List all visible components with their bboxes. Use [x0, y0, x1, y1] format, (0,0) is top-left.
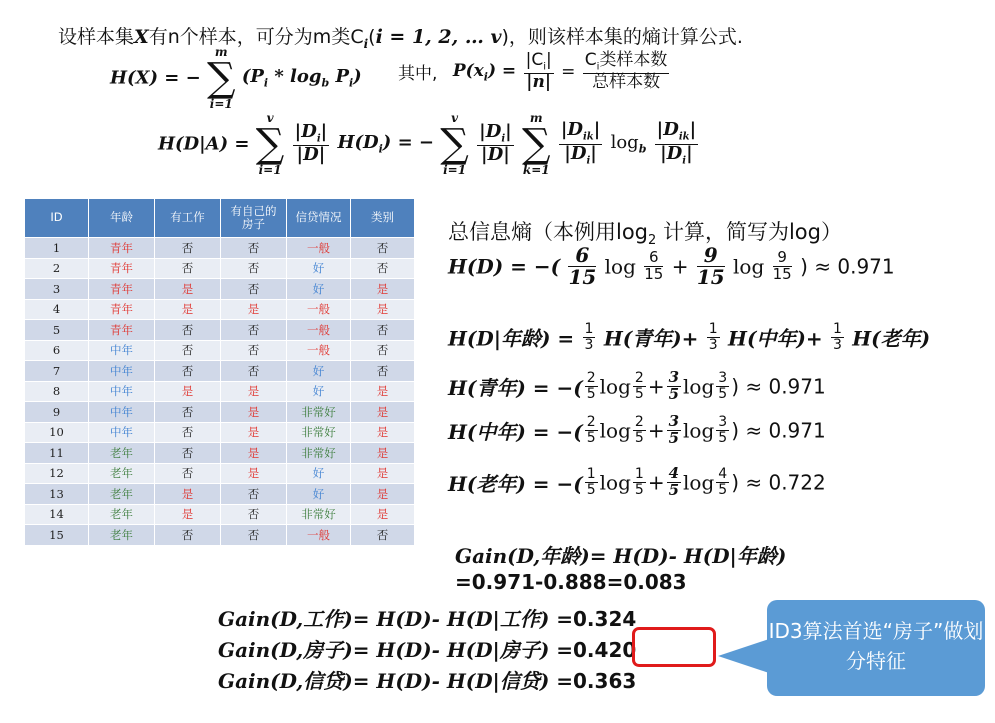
table-row — [25, 381, 415, 402]
table-header-cell: 信贷情况 — [287, 199, 351, 238]
table-row — [25, 279, 415, 300]
table-cell: 1 — [25, 238, 89, 259]
table-cell: 2 — [25, 258, 89, 279]
probability-formula: 其中, $P(x_i)$ = $\frac{|C_i|}{|n|}$ = $\frac{C_i类样本数}{\text{总样本数}}$ — [398, 50, 668, 92]
table-cell: 中年 — [89, 340, 155, 361]
age-group-entropy-line: H(中年) = −( $\frac{2}{5}$ log $\frac{2}{5}$ + $\frac{3}{5}$ log $\frac{3}{5}$ ) ≈ 0.971 — [448, 412, 826, 447]
table-cell: 是 — [155, 504, 221, 525]
table-row — [25, 258, 415, 279]
table-cell: 是 — [221, 463, 287, 484]
table-cell: 9 — [25, 402, 89, 423]
entropy-formula: H(X) = − m ∑ i=1 $(P_i * \log_b P_i)$ — [110, 45, 362, 111]
table-row — [25, 299, 415, 320]
table-row — [25, 361, 415, 382]
table-cell: 是 — [221, 422, 287, 443]
table-cell: 否 — [155, 443, 221, 464]
table-cell: 是 — [221, 443, 287, 464]
table-cell: 是 — [351, 484, 415, 505]
total-entropy-formula: H(D) = −( $\frac{6}{15}$ log $\frac{6}{15}$ + $\frac{9}{15}$ log $\frac{9}{15}$ ) ≈ 0.971 — [448, 243, 895, 289]
fraction: $\frac{9}{15}$ — [772, 248, 792, 283]
table-cell: 否 — [351, 525, 415, 546]
table-cell: 否 — [221, 238, 287, 259]
fraction: $\frac{|D_{ik}|}{|D_i|}$ — [560, 119, 601, 167]
table-header-cell: 类别 — [351, 199, 415, 238]
table-cell: 好 — [287, 463, 351, 484]
fraction: $\frac{3}{5}$ — [718, 414, 728, 446]
table-cell: 否 — [221, 258, 287, 279]
table-cell: 否 — [221, 525, 287, 546]
table-cell: 5 — [25, 320, 89, 341]
intro-text: 设样本集X有n个样本，可分为m类$C_i(i = 1$, 2, … v)，则该样本集的熵计算公式. — [58, 26, 743, 51]
fraction: $\frac{1}{5}$ — [634, 466, 644, 498]
table-cell: 一般 — [287, 238, 351, 259]
table-cell: 否 — [351, 361, 415, 382]
table-cell: 中年 — [89, 381, 155, 402]
fraction: $\frac{2}{5}$ — [586, 370, 596, 402]
table-cell: 否 — [351, 258, 415, 279]
table-cell: 一般 — [287, 320, 351, 341]
table-cell: 否 — [221, 340, 287, 361]
fraction: $\frac{4}{5}$ — [668, 464, 680, 499]
gain-credit: Gain(D,信贷)= H(D)- H(D|信贷) =0.363 — [218, 669, 637, 693]
table-cell: 青年 — [89, 279, 155, 300]
table-cell: 是 — [351, 381, 415, 402]
table-cell: 青年 — [89, 320, 155, 341]
table-cell: 是 — [155, 484, 221, 505]
table-cell: 好 — [287, 258, 351, 279]
table-cell: 6 — [25, 340, 89, 361]
fraction: $\frac{4}{5}$ — [718, 466, 728, 498]
fraction: $\frac{|D_i|}{|D|}$ — [294, 121, 328, 166]
table-cell: 12 — [25, 463, 89, 484]
table-row — [25, 525, 415, 546]
table-cell: 否 — [351, 340, 415, 361]
sum-symbol: m ∑ i=1 — [206, 45, 236, 111]
table-cell: 11 — [25, 443, 89, 464]
table-cell: 是 — [155, 299, 221, 320]
table-cell: 8 — [25, 381, 89, 402]
sum-symbol: m ∑ k=1 — [521, 111, 551, 177]
table-cell: 青年 — [89, 258, 155, 279]
table-cell: 老年 — [89, 463, 155, 484]
table-cell: 是 — [351, 402, 415, 423]
table-cell: 否 — [351, 320, 415, 341]
table-row — [25, 422, 415, 443]
table-cell: 一般 — [287, 525, 351, 546]
table-cell: 13 — [25, 484, 89, 505]
table-cell: 14 — [25, 504, 89, 525]
table-cell: 非常好 — [287, 443, 351, 464]
fraction: $\frac{9}{15}$ — [696, 243, 725, 289]
table-cell: 老年 — [89, 443, 155, 464]
table-row — [25, 320, 415, 341]
table-cell: 15 — [25, 525, 89, 546]
table-cell: 否 — [155, 238, 221, 259]
table-header-cell: 有自己的房子 — [221, 199, 287, 238]
fraction: $\frac{6}{15}$ — [568, 243, 597, 289]
table-cell: 一般 — [287, 340, 351, 361]
table-cell: 7 — [25, 361, 89, 382]
table-cell: 否 — [155, 361, 221, 382]
table-cell: 是 — [155, 381, 221, 402]
table-cell: 老年 — [89, 504, 155, 525]
table-header-row — [25, 199, 415, 238]
table-cell: 否 — [221, 361, 287, 382]
fraction: $\frac{2}{5}$ — [634, 370, 644, 402]
table-cell: 中年 — [89, 361, 155, 382]
table-cell: 中年 — [89, 402, 155, 423]
table-cell: 4 — [25, 299, 89, 320]
table-cell: 青年 — [89, 238, 155, 259]
table-cell: 否 — [155, 340, 221, 361]
table-cell: 非常好 — [287, 504, 351, 525]
conditional-entropy-formula: H(D|A) = v ∑ i=1 $\frac{|D_i|}{|D|}$ $H(D_i)$ = − v ∑ i=1 $\frac{|D_i|}{|D|}$ m ∑ k=1 $\frac{|D_{ik}|}{|D_i|}$ $\log_b$ $\frac{|D_{ik}|}{|D_i|}$ — [158, 111, 697, 177]
fraction: $\frac{1}{5}$ — [586, 466, 596, 498]
loan-data-table — [24, 198, 415, 546]
fraction: $\frac{|D_i|}{|D|}$ — [479, 121, 512, 166]
fraction: $\frac{2}{5}$ — [586, 414, 596, 446]
table-cell: 是 — [351, 279, 415, 300]
fraction: $\frac{1}{3}$ — [708, 321, 718, 353]
table-cell: 老年 — [89, 484, 155, 505]
age-group-entropy-line: H(青年) = −( $\frac{2}{5}$ log $\frac{2}{5}$ + $\frac{3}{5}$ log $\frac{3}{5}$ ) ≈ 0.971 — [448, 368, 826, 403]
table-cell: 3 — [25, 279, 89, 300]
table-cell: 中年 — [89, 422, 155, 443]
table-cell: 否 — [155, 258, 221, 279]
gain-house: Gain(D,房子)= H(D)- H(D|房子) =0.420 — [218, 638, 637, 662]
table-cell: 一般 — [287, 299, 351, 320]
table-cell: 否 — [221, 320, 287, 341]
table-cell: 青年 — [89, 299, 155, 320]
table-cell: 老年 — [89, 525, 155, 546]
gain-work: Gain(D,工作)= H(D)- H(D|工作) =0.324 — [218, 607, 637, 631]
table-cell: 是 — [221, 381, 287, 402]
table-cell: 否 — [221, 484, 287, 505]
table-row — [25, 402, 415, 423]
best-gain-highlight — [632, 627, 716, 667]
table-row — [25, 340, 415, 361]
table-cell: 是 — [351, 299, 415, 320]
sum-symbol: v ∑ i=1 — [255, 111, 285, 177]
callout-note: ID3算法首选“房子”做划分特征 — [767, 600, 985, 696]
total-entropy-title: 总信息熵（本例用$\log_2$ 计算，简写为log） — [448, 220, 842, 249]
table-row — [25, 463, 415, 484]
table-cell: 好 — [287, 279, 351, 300]
fraction: $\frac{|C_i|}{|n|}$ — [525, 50, 552, 92]
table-row — [25, 484, 415, 505]
fraction: $\frac{C_i类样本数}{\text{总样本数}}$ — [584, 50, 668, 92]
table-cell: 非常好 — [287, 422, 351, 443]
table-row — [25, 238, 415, 259]
table-cell: 好 — [287, 484, 351, 505]
table-cell: 是 — [155, 279, 221, 300]
fraction: $\frac{3}{5}$ — [668, 412, 680, 447]
gain-age-line1: Gain(D,年龄)= H(D)- H(D|年龄) — [455, 544, 787, 568]
fraction: $\frac{6}{15}$ — [644, 248, 664, 283]
table-cell: 是 — [351, 422, 415, 443]
gain-age-line2: =0.971-0.888=0.083 — [455, 570, 687, 594]
fraction: $\frac{3}{5}$ — [668, 368, 680, 403]
table-cell: 好 — [287, 381, 351, 402]
table-cell: 否 — [155, 422, 221, 443]
table-header-cell: 有工作 — [155, 199, 221, 238]
table-cell: 否 — [155, 525, 221, 546]
fraction: $\frac{3}{5}$ — [718, 370, 728, 402]
table-cell: 10 — [25, 422, 89, 443]
table-header-cell: ID — [25, 199, 89, 238]
table-row — [25, 443, 415, 464]
table-cell: 否 — [221, 504, 287, 525]
fraction: $\frac{1}{3}$ — [584, 321, 594, 353]
fraction: $\frac{1}{3}$ — [833, 321, 842, 353]
age-conditional-entropy: H(D|年龄) = $\frac{1}{3}$ H(青年)+ $\frac{1}{3}$ H(中年)+ $\frac{1}{3}$ H(老年) — [448, 321, 931, 353]
table-cell: 否 — [221, 279, 287, 300]
table-cell: 否 — [155, 402, 221, 423]
table-cell: 是 — [351, 463, 415, 484]
table-cell: 是 — [351, 443, 415, 464]
table-cell: 好 — [287, 361, 351, 382]
table-cell: 是 — [221, 299, 287, 320]
table-cell: 否 — [155, 320, 221, 341]
table-cell: 否 — [351, 238, 415, 259]
table-cell: 非常好 — [287, 402, 351, 423]
table-header-cell: 年龄 — [89, 199, 155, 238]
fraction: $\frac{|D_{ik}|}{|D_i|}$ — [656, 119, 697, 167]
sum-symbol: v ∑ i=1 — [440, 111, 469, 177]
table-row — [25, 504, 415, 525]
table-cell: 是 — [221, 402, 287, 423]
fraction: $\frac{2}{5}$ — [634, 414, 644, 446]
table-cell: 否 — [155, 463, 221, 484]
table-cell: 是 — [351, 504, 415, 525]
age-group-entropy-line: H(老年) = −( $\frac{1}{5}$ log $\frac{1}{5}$ + $\frac{4}{5}$ log $\frac{4}{5}$ ) ≈ 0.722 — [448, 464, 826, 499]
